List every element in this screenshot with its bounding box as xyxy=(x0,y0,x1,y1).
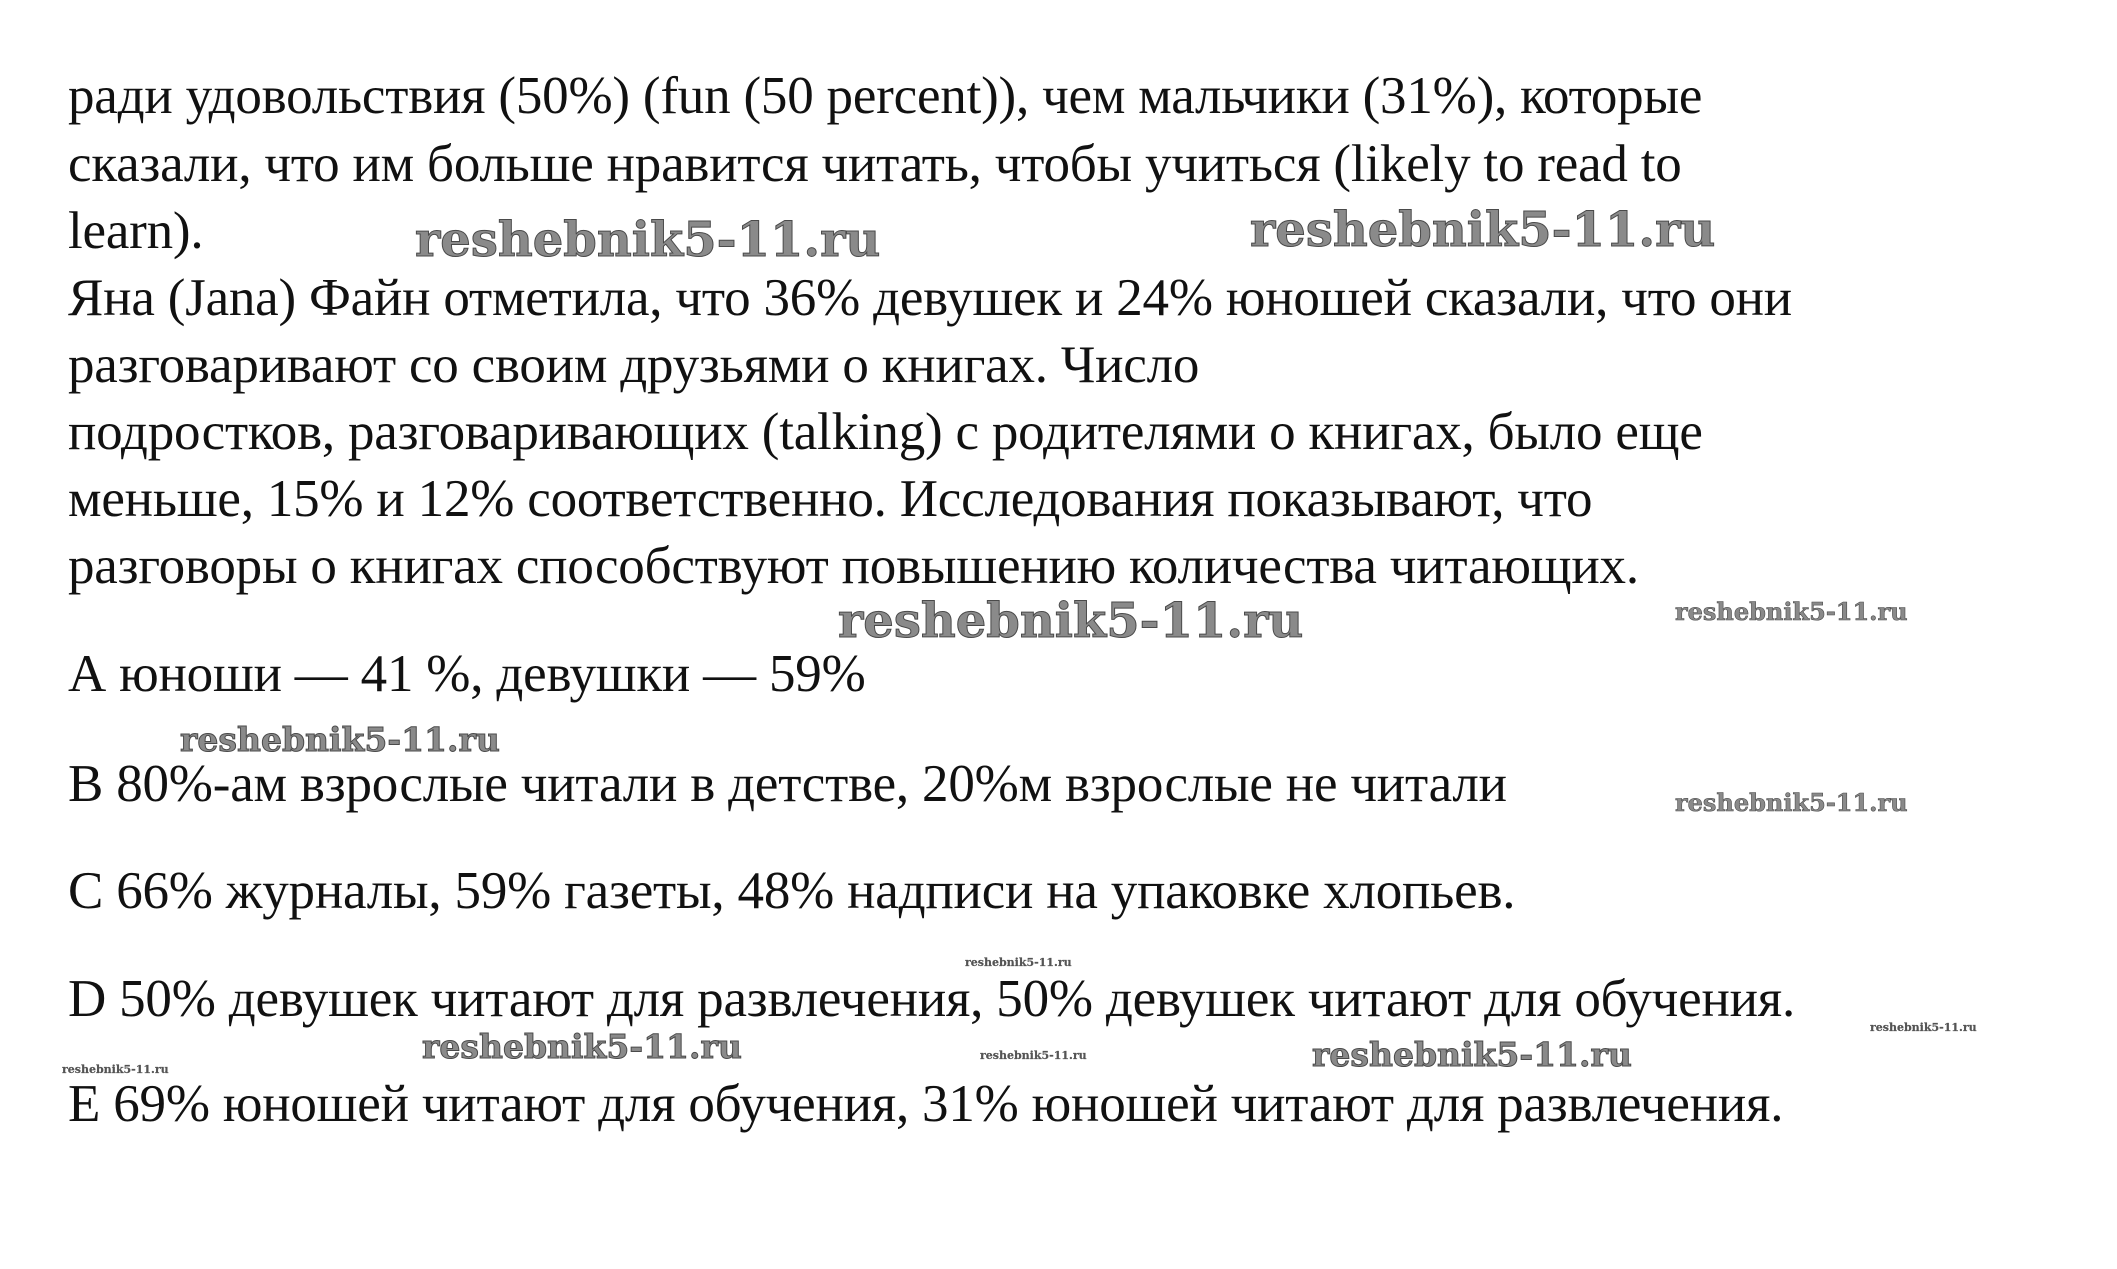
paragraph-line-8: разговоры о книгах способствуют повышению количества читающих. xyxy=(68,537,1639,595)
watermark: reshebnik5-11.ru xyxy=(980,1049,1087,1062)
watermark: reshebnik5-11.ru xyxy=(965,956,1072,969)
answer-d: D 50% девушек читают для развлечения, 50% девушек читают для обучения. xyxy=(68,970,1796,1028)
paragraph-line-7: меньше, 15% и 12% соответственно. Исследования показывают, что xyxy=(68,470,1593,528)
watermark: reshebnik5-11.ru xyxy=(422,1027,742,1066)
answer-c: С 66% журналы, 59% газеты, 48% надписи на упаковке хлопьев. xyxy=(68,862,1516,920)
watermark: reshebnik5-11.ru xyxy=(838,593,1304,649)
paragraph-line-3: learn). xyxy=(68,202,204,260)
paragraph-line-6: подростков, разговаривающих (talking) с родителями о книгах, было еще xyxy=(68,403,1703,461)
watermark: reshebnik5-11.ru xyxy=(62,1063,169,1076)
watermark: reshebnik5-11.ru xyxy=(415,212,881,268)
watermark: reshebnik5-11.ru xyxy=(1870,1021,1977,1034)
watermark: reshebnik5-11.ru xyxy=(1250,202,1716,258)
answer-b: В 80%-ам взрослые читали в детстве, 20%м взрослые не читали xyxy=(68,755,1507,813)
watermark: reshebnik5-11.ru xyxy=(1675,597,1908,626)
answer-e: Е 69% юношей читают для обучения, 31% юношей читают для развлечения. xyxy=(68,1075,1784,1133)
answer-a: А юноши — 41 %, девушки — 59% xyxy=(68,645,866,703)
paragraph-line-4: Яна (Jana) Файн отметила, что 36% девушек и 24% юношей сказали, что они xyxy=(68,269,1792,327)
paragraph-line-5: разговаривают со своим друзьями о книгах. Число xyxy=(68,336,1200,394)
watermark: reshebnik5-11.ru xyxy=(1675,788,1908,817)
watermark: reshebnik5-11.ru xyxy=(180,720,500,759)
paragraph-line-1: ради удовольствия (50%) (fun (50 percent)), чем мальчики (31%), которые xyxy=(68,67,1703,125)
watermark: reshebnik5-11.ru xyxy=(1312,1035,1632,1074)
paragraph-line-2: сказали, что им больше нравится читать, чтобы учиться (likely to read to xyxy=(68,135,1682,193)
